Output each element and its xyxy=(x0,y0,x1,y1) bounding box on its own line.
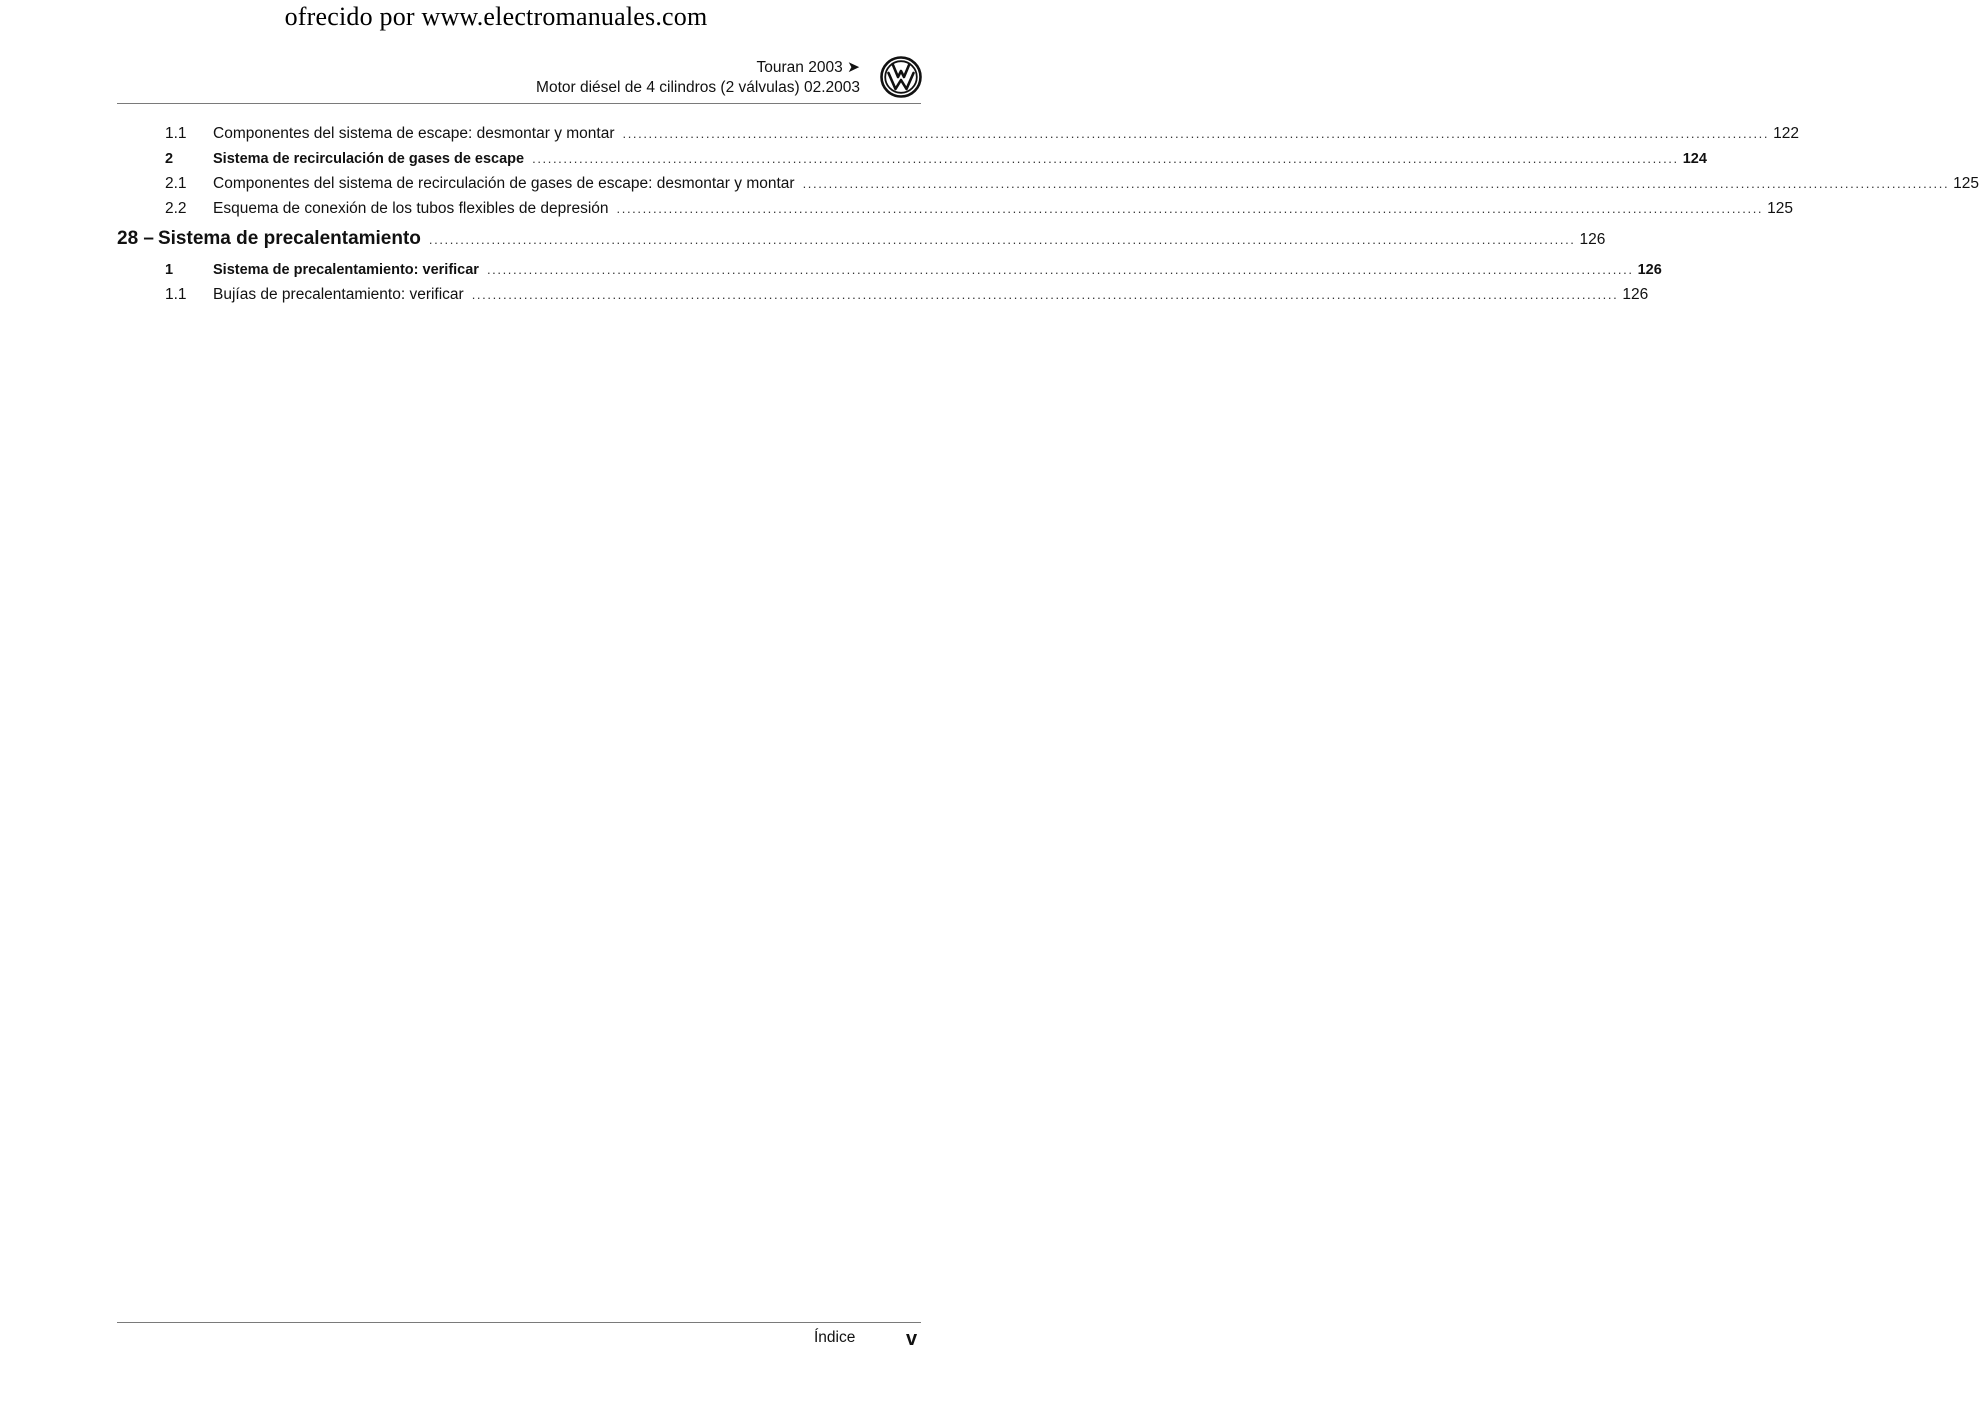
toc-entry-page: 124 xyxy=(1682,151,1707,167)
toc-dot-leader: ............................................................................................................................................................................................................................ xyxy=(428,232,1576,247)
toc-dot-leader: ............................................................................................................................................................................................................................ xyxy=(802,176,1950,191)
toc-entry-number: 2.2 xyxy=(165,200,187,217)
toc-dot-leader: ............................................................................................................................................................................................................................ xyxy=(532,151,1679,166)
toc-entry-title: Sistema de recirculación de gases de escape xyxy=(213,151,525,167)
toc-dot-leader: ............................................................................................................................................................................................................................ xyxy=(486,262,1634,277)
toc-entry-number: 1.1 xyxy=(165,286,187,303)
toc-entry-title: Esquema de conexión de los tubos flexibles de depresión xyxy=(213,200,609,217)
toc-entry-number: 1.1 xyxy=(165,125,187,142)
table-of-contents xyxy=(117,121,1979,307)
toc-entry-row xyxy=(117,171,1979,196)
footer-page-number: v xyxy=(906,1328,918,1350)
toc-entry-title: Sistema de precalentamiento xyxy=(157,228,421,249)
toc-entry-number: 28 – xyxy=(117,228,154,249)
toc-entry-page: 125 xyxy=(1953,175,1979,192)
watermark-text: ofrecido por www.electromanuales.com xyxy=(284,2,708,31)
toc-entry-number: 2.1 xyxy=(165,175,187,192)
toc-entry-page: 126 xyxy=(1637,262,1662,278)
engine-line: Motor diésel de 4 cilindros (2 válvulas) 02.2003 xyxy=(536,79,860,96)
toc-dot-leader: ............................................................................................................................................................................................................................ xyxy=(471,287,1619,302)
toc-entry-page: 125 xyxy=(1767,200,1793,217)
toc-entry-title: Componentes del sistema de recirculación de gases de escape: desmontar y montar xyxy=(213,175,795,192)
header-divider xyxy=(117,103,921,104)
toc-entry-row xyxy=(117,121,1799,146)
document-header xyxy=(536,58,860,98)
toc-entry-row xyxy=(117,196,1793,221)
toc-entry-number: 2 xyxy=(165,151,174,167)
toc-entry-title: Componentes del sistema de escape: desmontar y montar xyxy=(213,125,615,142)
toc-entry-title: Sistema de precalentamiento: verificar xyxy=(213,262,479,278)
toc-entry-row xyxy=(117,257,1662,282)
toc-entry-page: 126 xyxy=(1622,286,1649,303)
toc-entry-title: Bujías de precalentamiento: verificar xyxy=(213,286,464,303)
footer-section-label: Índice xyxy=(814,1329,856,1346)
toc-entry-page: 126 xyxy=(1579,231,1606,248)
toc-entry-row xyxy=(117,146,1707,171)
model-line: Touran 2003 ➤ xyxy=(756,59,860,76)
toc-entry-page: 122 xyxy=(1773,125,1799,142)
toc-dot-leader: ............................................................................................................................................................................................................................ xyxy=(616,201,1764,216)
toc-entry-row xyxy=(117,282,1649,307)
vw-logo-icon xyxy=(880,56,922,98)
toc-entry-number: 1 xyxy=(165,262,174,278)
toc-chapter-row xyxy=(117,221,1606,257)
toc-dot-leader: ............................................................................................................................................................................................................................ xyxy=(622,126,1770,141)
footer-divider xyxy=(117,1322,921,1323)
